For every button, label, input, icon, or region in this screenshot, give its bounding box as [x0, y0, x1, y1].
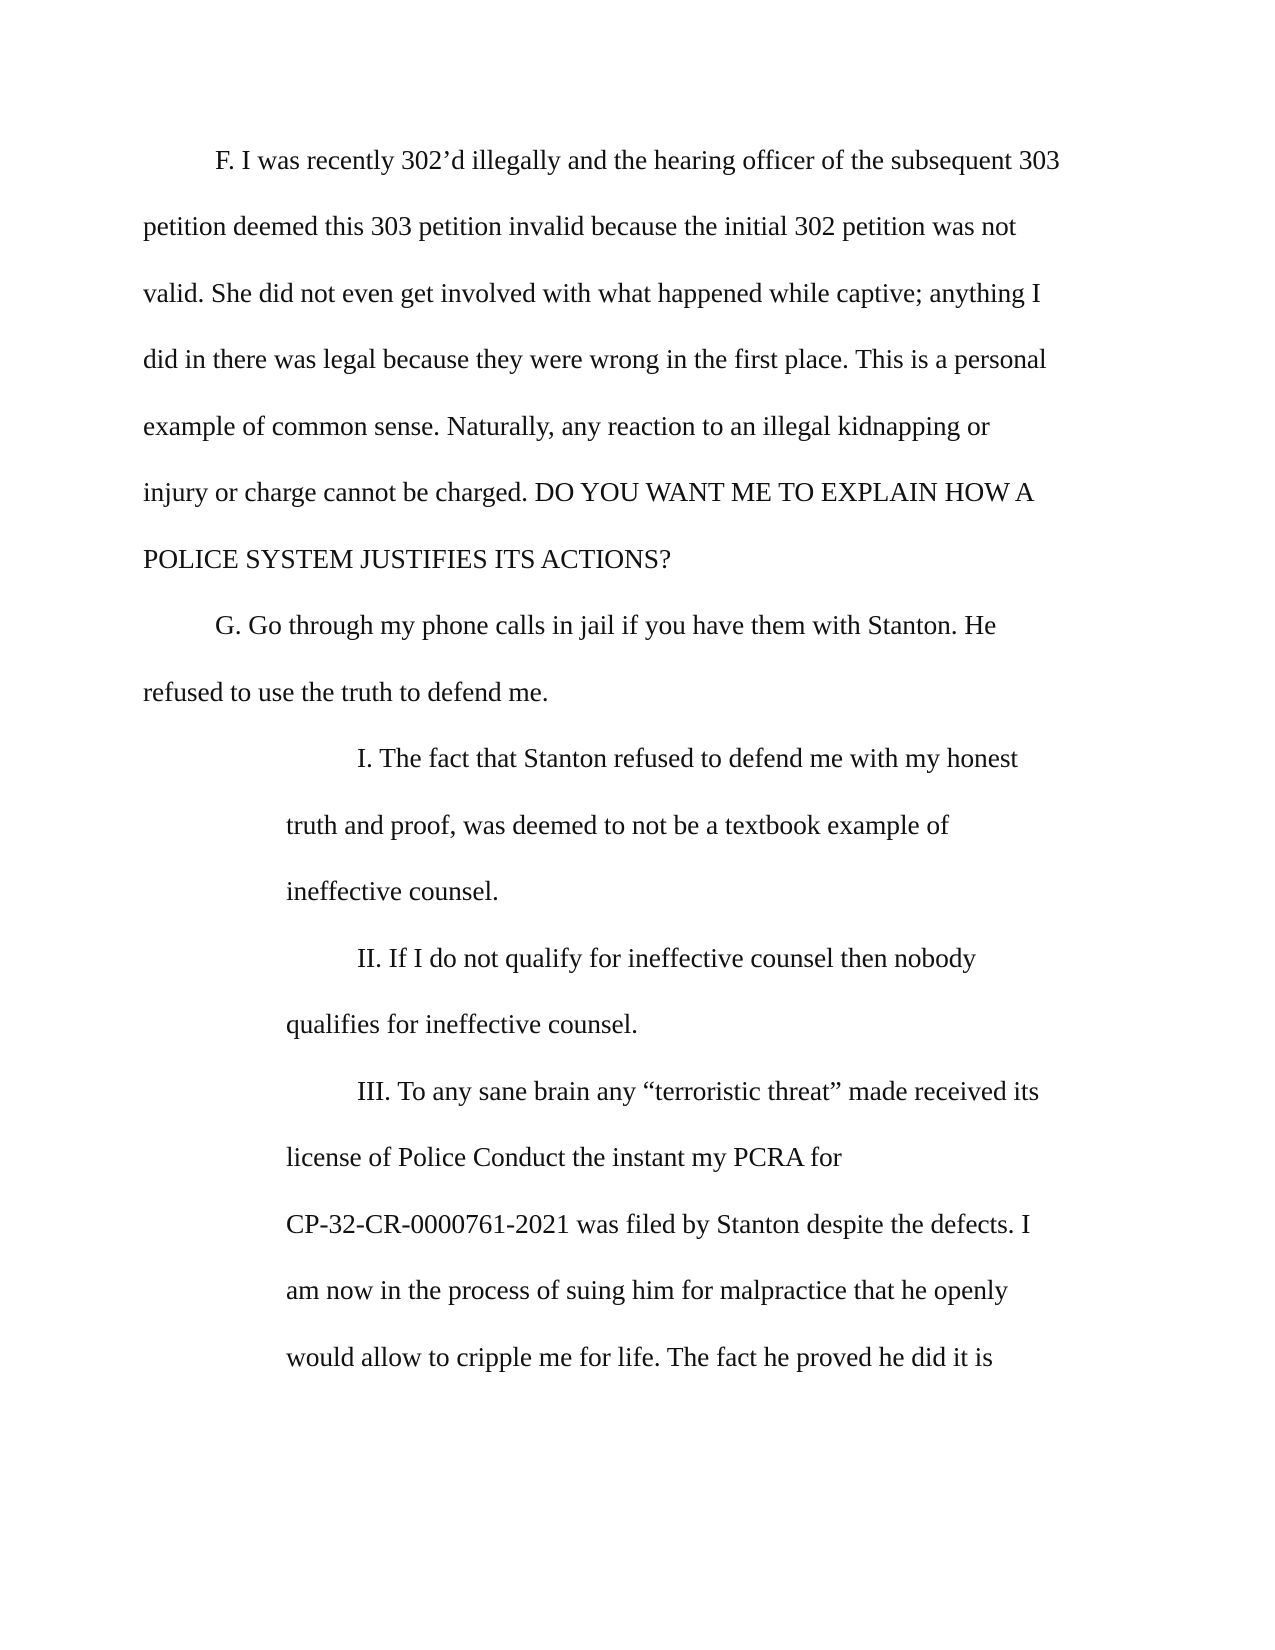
text-line: petition deemed this 303 petition invalid because the initial 302 petition was not — [143, 210, 1017, 241]
text-line: qualifies for ineffective counsel. — [286, 1008, 638, 1039]
text-line: G. Go through my phone calls in jail if you have them with Stanton. He — [215, 609, 997, 640]
text-line: I. The fact that Stanton refused to defend me with my honest — [357, 742, 1018, 773]
text-line: truth and proof, was deemed to not be a textbook example of — [286, 809, 950, 840]
text-line: did in there was legal because they were wrong in the first place. This is a personal — [143, 343, 1047, 374]
text-line: example of common sense. Naturally, any reaction to an illegal kidnapping or — [143, 410, 990, 441]
text-line: F. I was recently 302’d illegally and the hearing officer of the subsequent 303 — [215, 144, 1060, 175]
text-line: CP-32-CR-0000761-2021 was filed by Stanton despite the defects. I — [286, 1208, 1031, 1239]
text-line: would allow to cripple me for life. The fact he proved he did it is — [286, 1341, 993, 1372]
text-line: III. To any sane brain any “terroristic threat” made received its — [357, 1075, 1040, 1106]
text-line: am now in the process of suing him for malpractice that he openly — [286, 1274, 1009, 1305]
text-line: injury or charge cannot be charged. DO YOU WANT ME TO EXPLAIN HOW A — [143, 476, 1035, 507]
text-line: license of Police Conduct the instant my PCRA for — [286, 1141, 842, 1172]
text-line: refused to use the truth to defend me. — [143, 676, 549, 707]
text-line: POLICE SYSTEM JUSTIFIES ITS ACTIONS? — [143, 543, 672, 574]
text-line: ineffective counsel. — [286, 875, 499, 906]
text-line: II. If I do not qualify for ineffective counsel then nobody — [357, 942, 977, 973]
text-line: valid. She did not even get involved with what happened while captive; anything I — [143, 277, 1041, 308]
